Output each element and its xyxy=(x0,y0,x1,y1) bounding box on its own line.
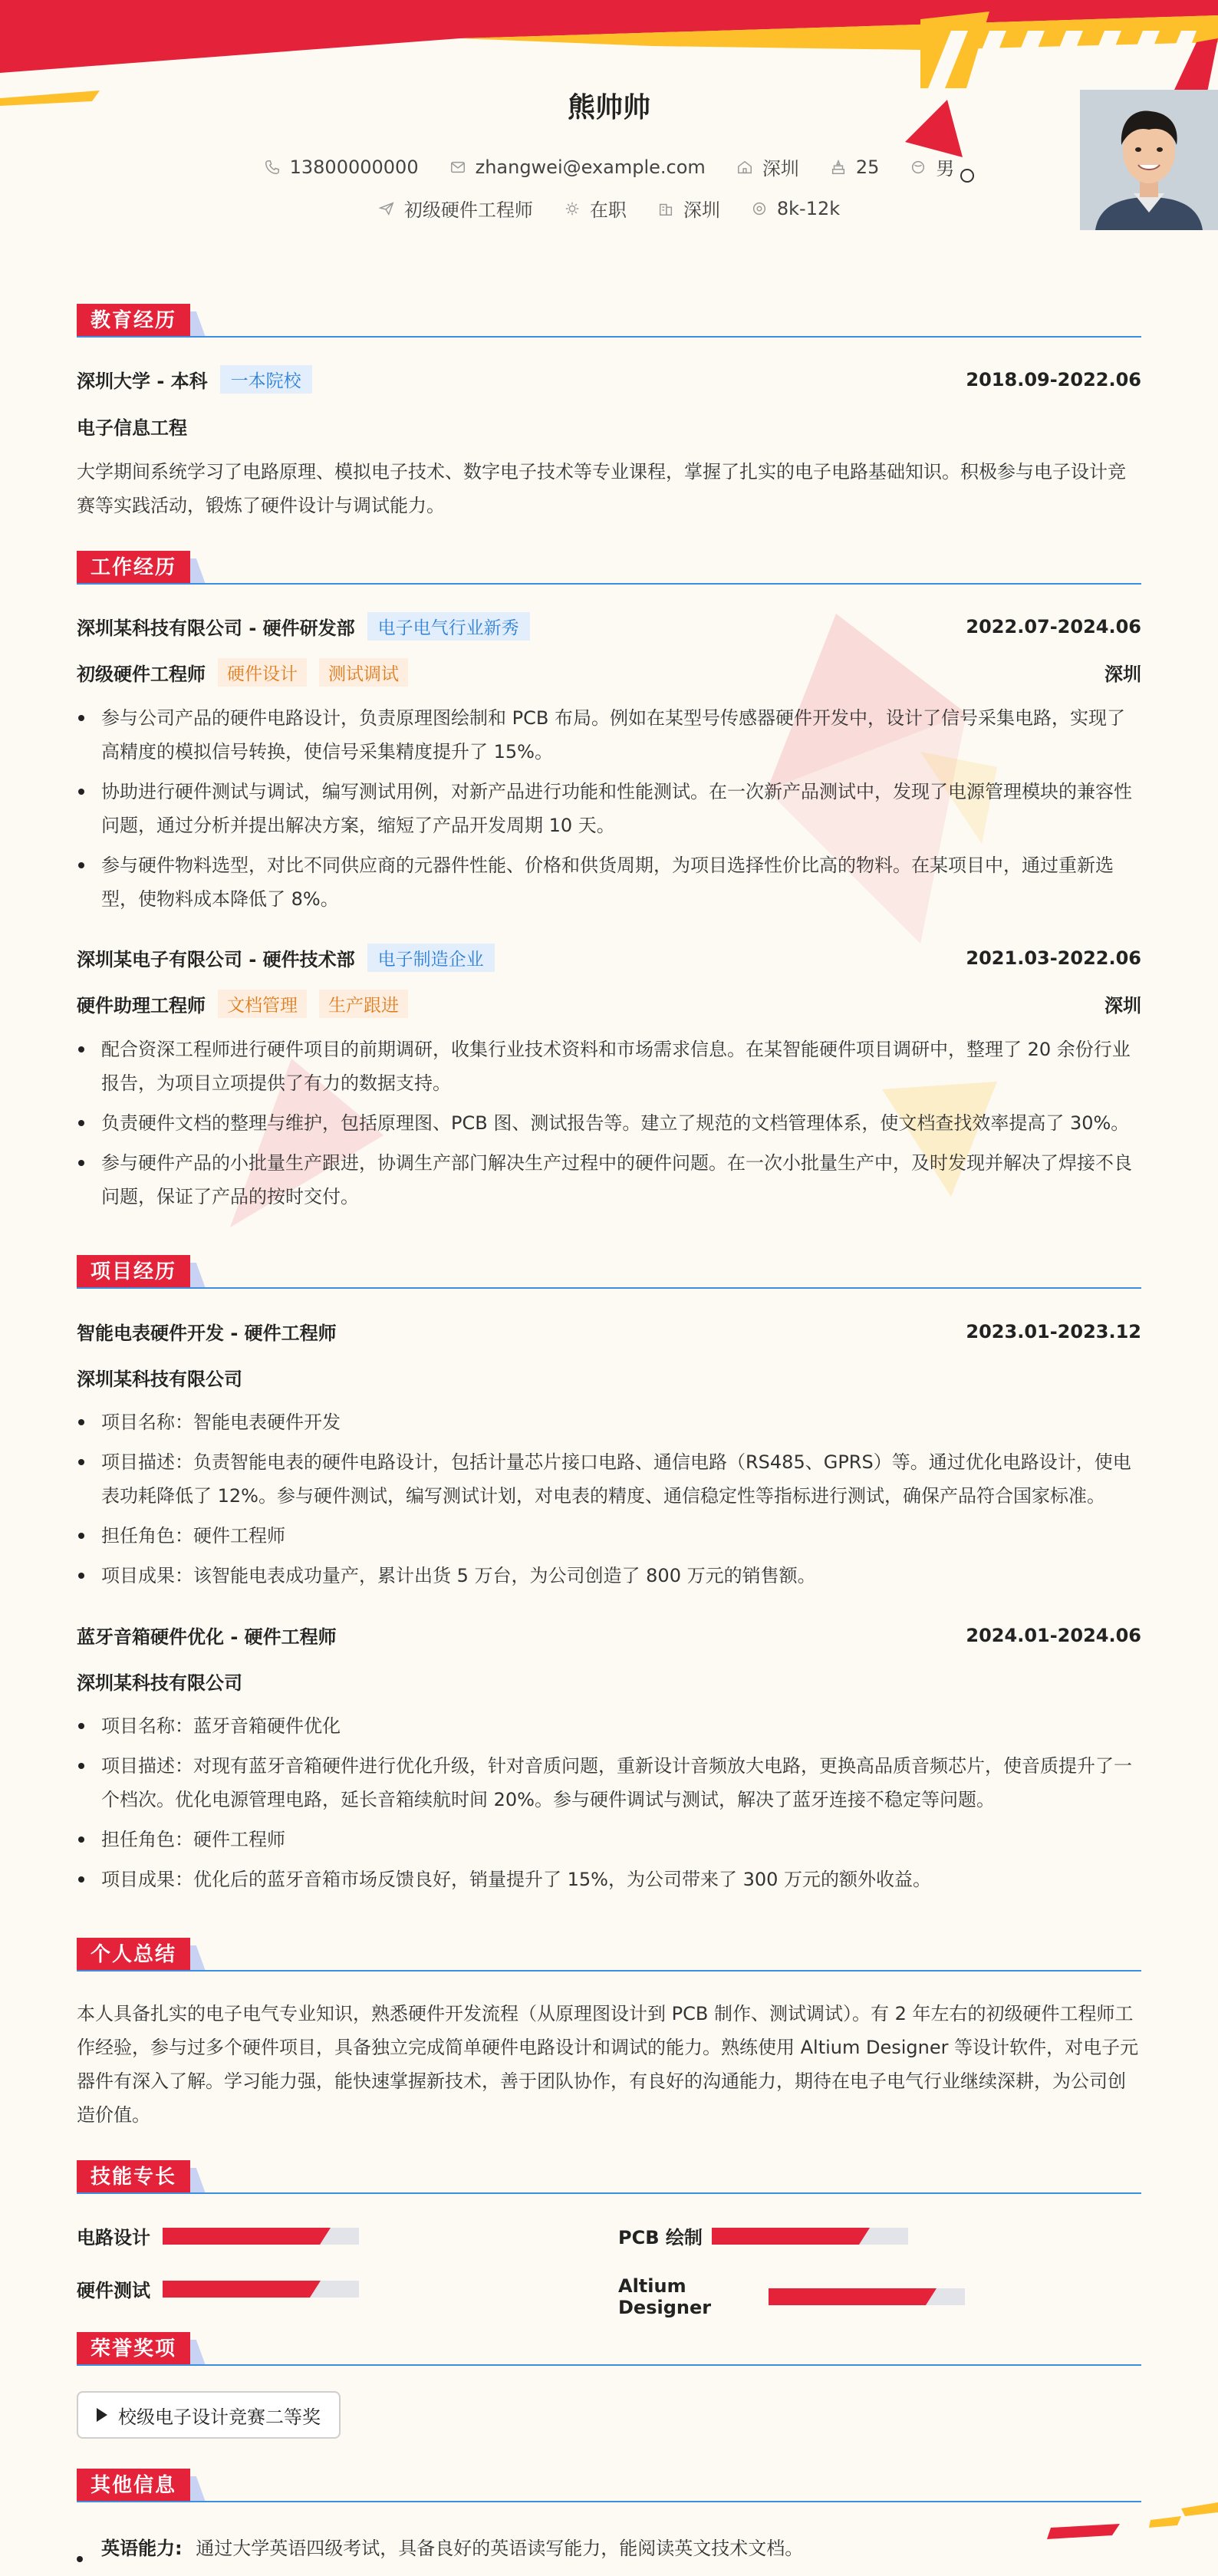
list-item: 项目成果：优化后的蓝牙音箱市场反馈良好，销量提升了 15%，为公司带来了 300 万元的额外收益。 xyxy=(77,1863,1141,1896)
skill-bar xyxy=(769,2288,965,2305)
position-text: 初级硬件工程师 xyxy=(403,199,533,221)
skill-bar xyxy=(712,2228,908,2245)
award-text: 校级电子设计竞赛二等奖 xyxy=(118,2406,321,2428)
status-item xyxy=(564,195,627,222)
summary-section-title: 个人总结 xyxy=(77,1938,190,1972)
major-name: 电子信息工程 xyxy=(77,417,187,439)
work-date: 2021.03-2022.06 xyxy=(966,947,1141,969)
contact-row xyxy=(77,153,1141,180)
list-item: 项目名称：智能电表硬件开发 xyxy=(77,1405,1141,1439)
education-description: 大学期间系统学习了电路原理、模拟电子技术、数字电子技术等专业课程，掌握了扎实的电子电路基础知识。积极参与电子设计竞赛等实践活动，锻炼了硬件设计与调试能力。 xyxy=(77,461,1126,516)
phone-icon xyxy=(264,159,281,176)
awards-section-title: 荣誉奖项 xyxy=(77,2332,190,2366)
building-icon xyxy=(657,200,674,217)
other-section-title: 其他信息 xyxy=(77,2469,190,2502)
work-company: 深圳某科技有限公司 - 硬件研发部 xyxy=(77,618,355,639)
avatar xyxy=(1080,90,1218,230)
education-row xyxy=(77,365,1141,394)
candidate-name: 熊帅帅 xyxy=(567,92,650,124)
list-item: 负责硬件文档的整理与维护，包括原理图、PCB 图、测试报告等。建立了规范的文档管理体系，使文档查找效率提高了 30%。 xyxy=(77,1106,1141,1140)
project-date: 2024.01-2024.06 xyxy=(966,1624,1141,1646)
project-company: 深圳某科技有限公司 xyxy=(77,1369,242,1390)
work-date: 2022.07-2024.06 xyxy=(966,615,1141,637)
skill-name: Altium Designer xyxy=(618,2275,712,2318)
phone-item xyxy=(264,153,419,180)
skill-bar xyxy=(163,2281,359,2298)
expected-city-item xyxy=(657,195,720,222)
work-item-1-header xyxy=(77,612,1141,641)
skills-section-header xyxy=(77,2160,1141,2194)
status-text: 在职 xyxy=(589,199,627,221)
work-section-header xyxy=(77,551,1141,585)
phone-text: 13800000000 xyxy=(289,156,419,178)
summary-section-header xyxy=(77,1938,1141,1972)
salary-item xyxy=(751,195,840,222)
work-item-2-bullets xyxy=(77,1033,1141,1220)
project-item-1-header xyxy=(77,1318,1141,1345)
projects-section-header xyxy=(77,1255,1141,1289)
list-item: 项目描述：负责智能电表的硬件电路设计，包括计量芯片接口电路、通信电路（RS485、GPRS）等。通过优化电路设计，使电表功耗降低了 12%。参与硬件测试，编写测试计划，对电表的精度、通信稳定性等指标进行测试，确保产品符合国家标准。 xyxy=(77,1445,1141,1513)
project-item-2-header xyxy=(77,1622,1141,1649)
gear-icon xyxy=(564,200,581,217)
position-item xyxy=(378,195,533,222)
other-section-header xyxy=(77,2469,1141,2502)
award-item[interactable] xyxy=(77,2391,341,2439)
work-tag: 硬件设计 xyxy=(218,658,307,687)
coin-icon xyxy=(751,200,768,217)
education-section-title: 教育经历 xyxy=(77,304,190,338)
play-icon xyxy=(97,2408,107,2422)
work-badge: 电子制造企业 xyxy=(367,944,495,972)
other-label: 英语能力: xyxy=(101,2538,183,2559)
list-item: 参与硬件物料选型，对比不同供应商的元器件性能、价格和供货周期，为项目选择性价比高的物料。在某项目中，通过重新选型，使物料成本降低了 8%。 xyxy=(77,848,1141,916)
list-item: 协助进行硬件测试与调试，编写测试用例，对新产品进行功能和性能测试。在一次新产品测试中，发现了电源管理模块的兼容性问题，通过分析并提出解决方案，缩短了产品开发周期 10 天。 xyxy=(77,775,1141,842)
home-icon xyxy=(736,159,753,176)
skill-item xyxy=(77,2275,359,2302)
project-date: 2023.01-2023.12 xyxy=(966,1320,1141,1342)
age-text: 25 xyxy=(855,156,880,178)
skill-item xyxy=(618,2222,908,2249)
skill-name: 硬件测试 xyxy=(77,2280,150,2301)
other-info-row xyxy=(77,2532,1141,2565)
work-role: 初级硬件工程师 xyxy=(77,664,206,685)
bullet-dot xyxy=(77,2556,83,2562)
gender-text: 男 xyxy=(936,158,955,180)
list-item: 参与公司产品的硬件电路设计，负责原理图绘制和 PCB 布局。例如在某型号传感器硬件开发中，设计了信号采集电路，实现了高精度的模拟信号转换，使信号采集精度提升了 15%。 xyxy=(77,701,1141,769)
education-section-header xyxy=(77,304,1141,338)
work-item-1-role-row xyxy=(77,658,1141,687)
city-item xyxy=(736,153,799,180)
projects-section-title: 项目经历 xyxy=(77,1255,190,1289)
list-item: 担任角色：硬件工程师 xyxy=(77,1519,1141,1553)
school-badge: 一本院校 xyxy=(220,365,312,394)
skill-item xyxy=(77,2222,359,2249)
cake-icon xyxy=(830,159,847,176)
gender-item xyxy=(910,153,954,180)
salary-text: 8k-12k xyxy=(776,197,841,219)
work-tag: 生产跟进 xyxy=(319,990,408,1018)
gender-icon xyxy=(910,159,927,176)
list-item: 配合资深工程师进行硬件项目的前期调研，收集行业技术资料和市场需求信息。在某智能硬件项目调研中，整理了 20 余份行业报告，为项目立项提供了有力的数据支持。 xyxy=(77,1033,1141,1100)
list-item: 项目成果：该智能电表成功量产，累计出货 5 万台，为公司创造了 800 万元的销售额。 xyxy=(77,1559,1141,1593)
skills-section-title: 技能专长 xyxy=(77,2160,190,2194)
list-item: 参与硬件产品的小批量生产跟进，协调生产部门解决生产过程中的硬件问题。在一次小批量生产中，及时发现并解决了焊接不良问题，保证了产品的按时交付。 xyxy=(77,1146,1141,1214)
expected-city-text: 深圳 xyxy=(683,199,720,221)
other-text: 通过大学英语四级考试，具备良好的英语读写能力，能阅读英文技术文档。 xyxy=(196,2538,804,2559)
skill-name: 电路设计 xyxy=(77,2227,150,2248)
skill-item xyxy=(618,2275,965,2318)
list-item: 担任角色：硬件工程师 xyxy=(77,1823,1141,1856)
mail-icon xyxy=(449,159,466,176)
work-company: 深圳某电子有限公司 - 硬件技术部 xyxy=(77,949,355,970)
list-item: 项目名称：蓝牙音箱硬件优化 xyxy=(77,1709,1141,1743)
work-location: 深圳 xyxy=(1104,664,1141,685)
skill-bar xyxy=(163,2228,359,2245)
list-item: 项目描述：对现有蓝牙音箱硬件进行优化升级，针对音质问题，重新设计音频放大电路，更换高品质音频芯片，使音质提升了一个档次。优化电源管理电路，延长音箱续航时间 20%。参与硬件调试与测试，解决了蓝牙连接不稳定等问题。 xyxy=(77,1749,1141,1817)
work-section-title: 工作经历 xyxy=(77,551,190,585)
awards-section-header xyxy=(77,2332,1141,2366)
project-item-2-bullets xyxy=(77,1709,1141,1902)
project-name: 智能电表硬件开发 - 硬件工程师 xyxy=(77,1323,337,1344)
work-tag: 文档管理 xyxy=(218,990,307,1018)
school-name: 深圳大学 - 本科 xyxy=(77,371,208,392)
summary-text: 本人具备扎实的电子电气专业知识，熟悉硬件开发流程（从原理图设计到 PCB 制作、测试调试）。有 2 年左右的初级硬件工程师工作经验，参与过多个硬件项目，具备独立完成简单硬件电路设计和调试的能力。熟练使用 Altium Designer 等设计软件，对电子元器件有深入了解。学习能力强，能快速掌握新技术，善于团队协作，有良好的沟通能力，期待在电子电气行业继续深耕，为公司创造价值。 xyxy=(77,2003,1139,2126)
project-name: 蓝牙音箱硬件优化 - 硬件工程师 xyxy=(77,1626,337,1648)
work-item-2-header xyxy=(77,944,1141,972)
send-icon xyxy=(378,200,395,217)
project-company: 深圳某科技有限公司 xyxy=(77,1672,242,1694)
email-item xyxy=(449,153,706,180)
city-text: 深圳 xyxy=(762,158,799,180)
education-date: 2018.09-2022.06 xyxy=(966,368,1141,390)
work-item-2-role-row xyxy=(77,990,1141,1018)
project-item-1-bullets xyxy=(77,1405,1141,1599)
work-item-1-bullets xyxy=(77,701,1141,922)
skill-name: PCB 绘制 xyxy=(618,2227,703,2248)
work-badge: 电子电气行业新秀 xyxy=(367,612,530,641)
age-item xyxy=(830,153,880,180)
work-tag: 测试调试 xyxy=(319,658,408,687)
job-intent-row xyxy=(77,195,1141,222)
email-text: zhangwei@example.com xyxy=(475,156,706,178)
work-location: 深圳 xyxy=(1104,995,1141,1016)
work-role: 硬件助理工程师 xyxy=(77,995,206,1016)
